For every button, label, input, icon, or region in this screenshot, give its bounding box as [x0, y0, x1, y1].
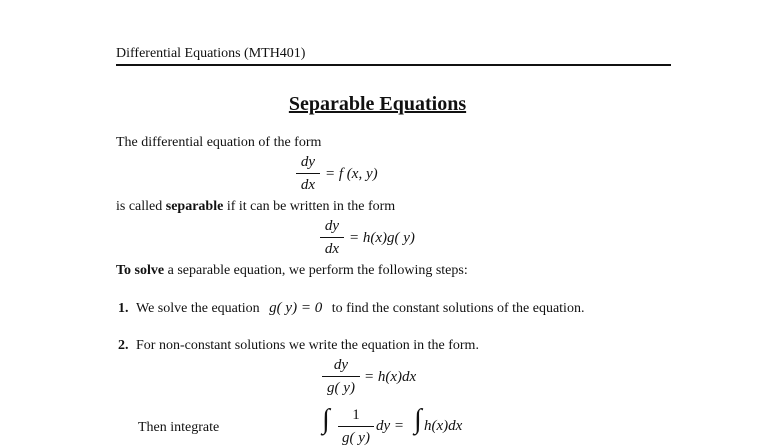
eq2-fraction-bar — [320, 237, 344, 238]
header-rule — [116, 64, 671, 66]
eq2-numerator: dy — [324, 218, 340, 234]
eq2-fraction — [320, 217, 344, 258]
eq1-fraction — [296, 153, 320, 194]
eq3-numerator: dy — [333, 357, 349, 373]
eq3-rhs: = h(x)dx — [364, 369, 417, 385]
integrand-denominator: g( y) — [342, 430, 370, 446]
eq3-denominator: g( y) — [327, 380, 355, 396]
eq1-rhs: = f (x, y) — [325, 166, 378, 182]
step-1-pre: We solve the equation — [136, 301, 260, 316]
page-title: Separable Equations — [288, 93, 467, 115]
to-solve-rest: a separable equation, we perform the following steps: — [164, 263, 468, 278]
to-solve-line — [116, 263, 468, 279]
step-1 — [118, 300, 584, 317]
step-2-text: For non-constant solutions we write the equation in the form. — [136, 338, 479, 353]
separable-definition — [116, 199, 395, 215]
integrand-fraction-bar — [338, 426, 374, 427]
integrate-rhs: h(x)dx — [424, 418, 463, 434]
to-solve-bold: To solve — [116, 263, 165, 278]
eq3-fraction-bar — [322, 376, 360, 377]
integrate-label: Then integrate — [138, 420, 220, 435]
eq2-denominator: dx — [324, 241, 340, 257]
integral-sign-right: ∫ — [414, 404, 422, 435]
step-1-number: 1. — [118, 301, 129, 316]
called-pre: is called — [116, 199, 166, 214]
eq2-rhs: = h(x)g( y) — [349, 230, 415, 246]
eq1-numerator: dy — [300, 154, 316, 170]
intro-text: The differential equation of the form — [116, 135, 322, 150]
eq1-fraction-bar — [296, 173, 320, 174]
step-1-post: to find the constant solutions of the equation. — [331, 301, 585, 316]
eq1-denominator: dx — [300, 177, 316, 193]
called-term: separable — [165, 199, 224, 214]
called-post: if it can be written in the form — [223, 199, 396, 214]
integrand-numerator: 1 — [352, 407, 360, 423]
step-2 — [118, 338, 479, 354]
integrate-mid: dy = — [376, 418, 405, 434]
step-2-number: 2. — [118, 338, 129, 353]
integral-sign-left: ∫ — [322, 404, 330, 435]
eq3-fraction — [322, 356, 360, 397]
step-1-math: g( y) = 0 — [269, 300, 323, 316]
course-header: Differential Equations (MTH401) — [116, 46, 306, 61]
